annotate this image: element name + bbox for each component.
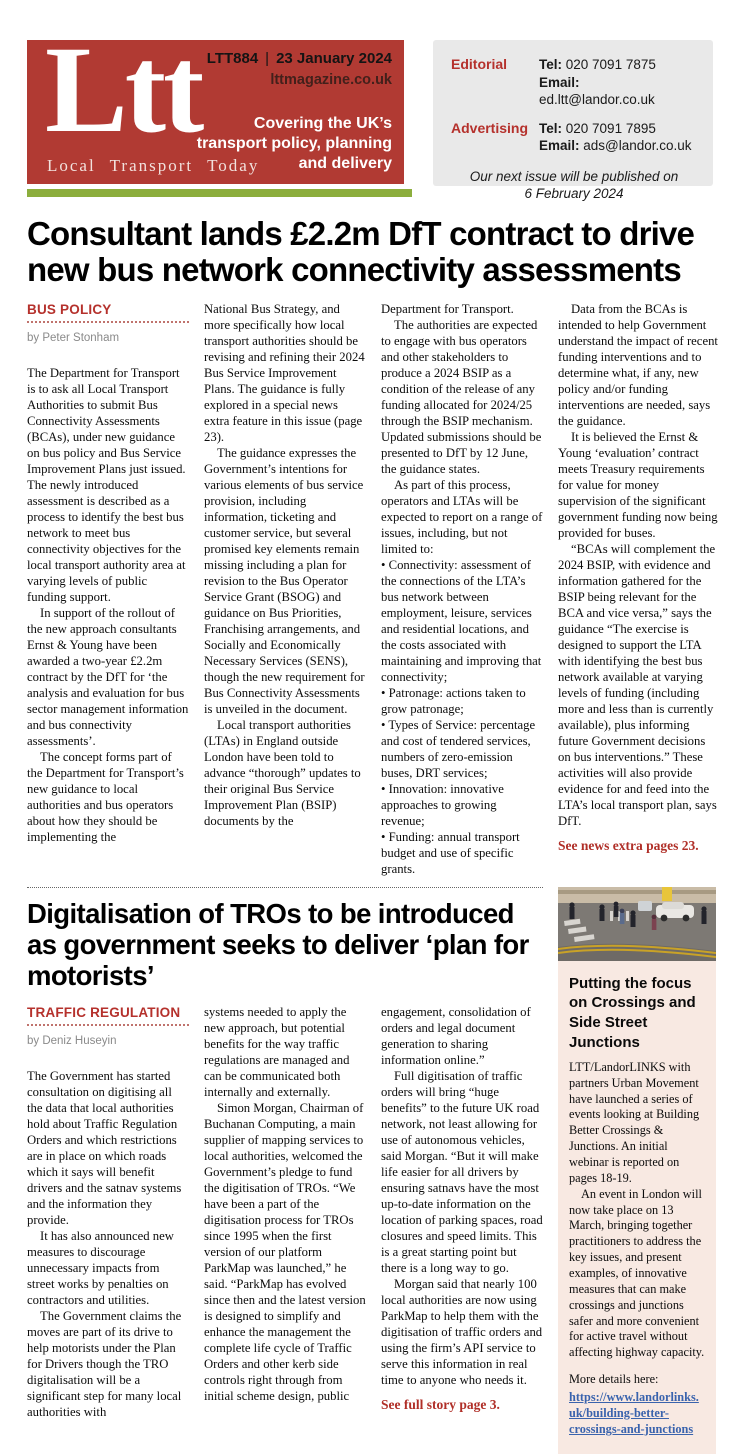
email-label: Email:	[539, 74, 580, 90]
article-paragraph: • Types of Service: percentage and cost of tendered services, numbers of zero-emission buses, DRT services;	[381, 717, 536, 780]
issue-number: LTT884	[206, 50, 259, 67]
street-crossing-photo	[558, 887, 716, 961]
article-paragraph: The Government claims the moves are part of its drive to help motorists under the Plan for Drivers though the TRO digitalisation will be a significant step for many local authorities with	[27, 1309, 182, 1420]
editorial-contact	[451, 56, 697, 109]
second-story	[27, 887, 543, 1421]
green-accent-bar	[27, 189, 412, 197]
second-col-2	[204, 1004, 366, 1420]
brand-block	[27, 21, 412, 197]
article-paragraph: The guidance expresses the Government’s intentions for various elements of bus service provision, including information, ticketing and customer service, but several promised key elements remain missing including a plan for revision to the Bus Operator Service Grant (BSOG) and guidance on Bus Priorities, Franchising arrangements, and Socially and Economically Necessary Services (SENS), though the new requirement for Bus Connectivity Assessments is unveiled in the document.	[204, 445, 365, 716]
sidebar-link[interactable]: https://www.landorlinks.uk/building-better-crossings-and-junctions	[569, 1389, 699, 1436]
section-label-traffic-regulation: TRAFFIC REGULATION	[27, 1004, 189, 1026]
article-paragraph: The authorities are expected to engage with bus operators and other stakeholders to produce a 2024 BSIP as a condition of the release of any funding allocated for 2024/25 through the BSIP mechanism. Updated submissions should be presented to DfT by 12 June, the guidance states.	[381, 317, 542, 476]
lead-col-4	[558, 301, 720, 877]
article-paragraph: • Innovation: innovative approaches to growing revenue;	[381, 781, 504, 828]
article-paragraph: Data from the BCAs is intended to help Government understand the impact of recent funding interventions and to determine what, if any, new policy and/or funding interventions are needed, says the guidance.	[558, 301, 718, 428]
website-url: lttmagazine.co.uk	[270, 72, 392, 88]
article-paragraph: It is believed the Ernst & Young ‘evaluation’ contract meets Treasury requirements for value for money supervision of the significant government funding now being provided for buses.	[558, 429, 718, 540]
issue-date: 23 January 2024	[276, 50, 392, 67]
article-paragraph: Simon Morgan, Chairman of Buchanan Computing, a main supplier of mapping services to local authorities, welcomed the Government’s pledge to fund the digitisation of TROs. “We have been a part of the digitisation process for TROs since 1995 when the first version of our platform ParkMap was launched,” he said. “ParkMap has evolved since then and the latest version is designed to simplify and enhance the management the complete life cycle of Traffic Orders and other kerb side controls right through from initial scheme design, public	[204, 1100, 366, 1403]
article-paragraph: See full story page 3.	[381, 1396, 500, 1412]
editorial-values	[539, 56, 697, 109]
article-paragraph: The Government has started consultation on digitising all the data that local authorities hold about Traffic Regulation Orders and which restrictions are in place on which roads which it says will benefit drivers and the satnav systems and the information they provide.	[27, 1069, 182, 1228]
lead-col-2	[204, 301, 366, 877]
sidebar-title: Putting the focus on Crossings and Side Street Junctions	[569, 974, 696, 1051]
editorial-label: Editorial	[451, 56, 508, 72]
editorial-tel	[539, 56, 697, 74]
advertising-contact	[451, 120, 697, 155]
email-label: Email:	[539, 138, 580, 154]
lead-headline: Consultant lands £2.2m DfT contract to drive new bus network connectivity assessments	[27, 215, 695, 289]
issue-line	[207, 50, 392, 67]
lead-byline: by Peter Stonham	[27, 331, 120, 344]
section-label-bus-policy: BUS POLICY	[27, 301, 189, 323]
advertising-tel	[539, 120, 692, 138]
article-paragraph: • Patronage: actions taken to grow patronage;	[381, 685, 526, 716]
next-issue-note: Our next issue will be published on 6 February 2024	[469, 168, 679, 202]
editorial-email	[539, 74, 697, 109]
article-paragraph: Department for Transport.	[381, 301, 514, 316]
article-paragraph: Full digitisation of traffic orders will bring “huge benefits” to the future UK road network, not least allowing for use of autonomous vehicles, said Morgan. “But it will make life easier for all drivers by ensuring satnavs have the most up-to-date information on the location of parking spaces, road closures and speed limits. This is a great starting point but there is a long way to go.	[381, 1068, 543, 1275]
article-paragraph: It has also announced new measures to discourage unnecessary impacts from street works by penalties on contractors and utilities.	[27, 1229, 174, 1308]
advertising-label: Advertising	[451, 119, 529, 136]
tel-label: Tel:	[539, 57, 562, 72]
article-paragraph: Local transport authorities (LTAs) in England outside London have been told to advance “thorough” updates to their original Bus Service Improvement Plan (BSIP) documents by the	[204, 717, 361, 828]
article-paragraph: In support of the rollout of the new approach consultants Ernst & Young have been awarded a two-year £2.2m contract by the DfT for ‘the analysis and evaluation for bus sector management information and bus connectivity assessments’.	[27, 606, 189, 749]
second-story-columns	[27, 1004, 543, 1420]
second-headline: Digitalisation of TROs to be introduced as government seeks to deliver ‘plan for motorists’	[27, 897, 529, 992]
masthead	[27, 21, 713, 202]
email-value: ads@landor.co.uk	[583, 138, 692, 154]
sidebar-promo	[558, 887, 716, 1454]
ltt-logo: Ltt	[45, 21, 202, 158]
lead-col-1	[27, 301, 189, 877]
issue-separator: |	[265, 50, 270, 67]
article-paragraph: • Funding: annual transport budget and use of specific grants.	[381, 829, 520, 876]
second-byline: by Deniz Huseyin	[27, 1034, 117, 1047]
tel-value: 020 7091 7895	[565, 120, 656, 136]
logo-subtitle: Local Transport Today	[47, 156, 260, 175]
email-value: ed.ltt@landor.co.uk	[539, 92, 655, 108]
contact-box	[433, 40, 713, 202]
sidebar-text	[569, 1060, 705, 1361]
more-details-label: More details here:	[569, 1372, 659, 1387]
lower-region	[27, 887, 713, 1454]
article-paragraph: Morgan said that nearly 100 local authorities are now using ParkMap to help them with the digitisation of traffic orders and using the firm’s API service to serve this information in real time to anyone who needs it.	[381, 1276, 543, 1387]
tel-value: 020 7091 7875	[565, 57, 656, 72]
lead-col-1-text	[27, 365, 189, 845]
advertising-values	[539, 120, 692, 155]
sidebar-paragraph: An event in London will now take place on 13 March, bringing together practitioners to address the key issues, and present examples, of innovative measures that can make crossings and junctions safer and more convenient for active travel without affecting highway capacity.	[569, 1186, 705, 1360]
story-divider	[27, 887, 543, 888]
article-paragraph: National Bus Strategy, and more specifically how local transport authorities should be revising and refining their 2024 Bus Service Improvement Plans. The guidance is fully explored in a special news extra feature in this issue (page 23).	[204, 301, 365, 444]
article-paragraph: The concept forms part of the Department for Transport’s new guidance to local authorities and bus operators about how they should be implementing the	[27, 750, 184, 845]
lead-story-columns	[27, 301, 718, 877]
article-paragraph: systems needed to apply the new approach, but potential benefits for the way traffic regulations are managed and can be communicated both internally and externally.	[204, 1004, 350, 1099]
article-paragraph: • Connectivity: assessment of the connections of the LTA’s bus network between employment, leisure, services and residential locations, and the costs associated with maintaining and improving that connectivity;	[381, 557, 542, 684]
article-paragraph: See news extra pages 23.	[558, 837, 699, 853]
second-col-1-text	[27, 1068, 189, 1420]
advertising-email	[539, 137, 692, 155]
second-col-1	[27, 1004, 189, 1420]
sidebar-feature-box	[558, 961, 716, 1454]
tel-label: Tel:	[539, 120, 562, 136]
article-paragraph: The Department for Transport is to ask all Local Transport Authorities to submit Bus Connectivity Assessments (BCAs), under new guidance on bus policy and Bus Service Improvement Plans just issued. The newly introduced assessment is described as a process to identify the best bus network to meet bus connectivity objectives for the local transport authority area at varying levels of public funding support.	[27, 366, 186, 605]
article-paragraph: As part of this process, operators and LTAs will be expected to report on a range of issues, including, but not limited to:	[381, 477, 543, 556]
ltt-logo-box	[27, 21, 404, 184]
article-paragraph: “BCAs will complement the 2024 BSIP, with evidence and information gathered for the BSIP being relevant for the BCA and vice versa,” says the guidance “The exercise is designed to support the LTA with identifying the best bus network available at varying levels of funding (including more and less than is currently available), plus informing future Government decisions on bus interventions.” These activities will also provide evidence for and feed into the LTA’s local transport plan, says DfT.	[558, 541, 717, 828]
sidebar-paragraph: LTT/LandorLINKS with partners Urban Movement have launched a series of events looking at Building Better Crossings & Junctions. An initial webinar is reported on pages 18-19.	[569, 1059, 700, 1185]
tagline: Covering the UK’s transport policy, planning and delivery	[196, 115, 392, 172]
lead-col-3	[381, 301, 543, 877]
second-col-3	[381, 1004, 543, 1420]
article-paragraph: engagement, consolidation of orders and legal document generation to sharing information online.”	[381, 1004, 531, 1067]
